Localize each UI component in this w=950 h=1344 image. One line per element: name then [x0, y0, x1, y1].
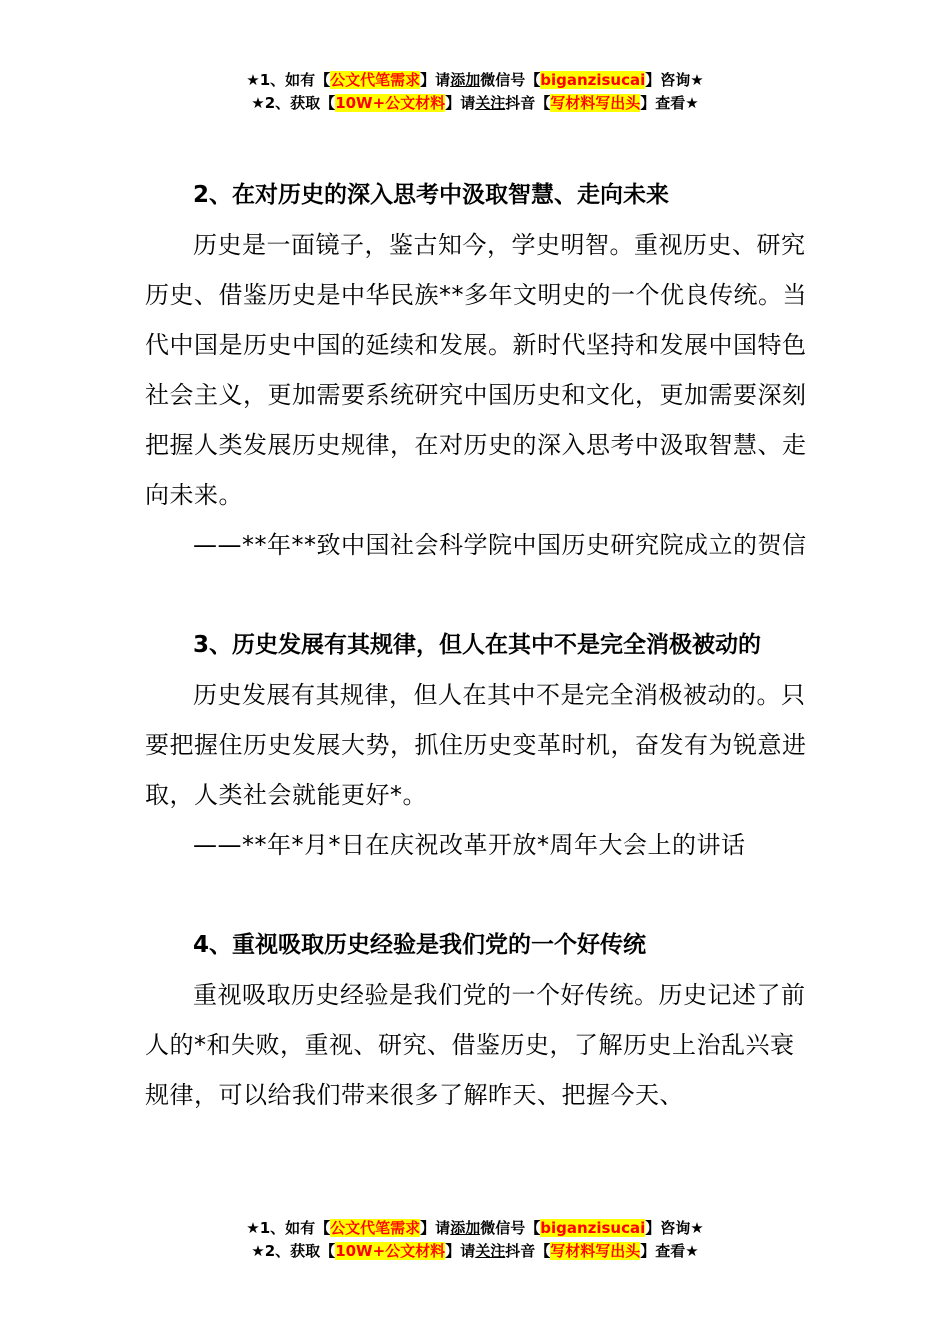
spacer — [145, 570, 810, 620]
section-source: ——**年**致中国社会科学院中国历史研究院成立的贺信 — [193, 531, 807, 559]
banner-underlined: 添加 — [450, 1219, 481, 1237]
banner-text: 】咨询★ — [645, 1219, 704, 1237]
footer-banner — [0, 1217, 950, 1263]
banner-line-1 — [0, 69, 950, 92]
banner-text: ★1、如有【 — [246, 1219, 331, 1237]
wechat-id: biganzisucai — [540, 1219, 646, 1237]
section-heading: 2、在对历史的深入思考中汲取智慧、走向未来 — [193, 182, 670, 208]
section-heading: 4、重视吸取历史经验是我们党的一个好传统 — [193, 932, 647, 958]
banner-underlined: 关注 — [475, 1242, 506, 1260]
section-source: ——**年*月*日在庆祝改革开放*周年大会上的讲话 — [193, 831, 746, 859]
banner-text: ★2、获取【 — [251, 1242, 336, 1260]
header-banner — [0, 69, 950, 115]
banner-text: 】请 — [445, 94, 476, 112]
banner-line-1 — [0, 1217, 950, 1240]
banner-text: 】请 — [445, 1242, 476, 1260]
document-body — [145, 170, 810, 1120]
section-body: 历史发展有其规律，但人在其中不是完全消极被动的。只要把握住历史发展大势，抓住历史变革时机，奋发有为锐意进取，人类社会就能更好*。 — [145, 681, 807, 809]
section-body: 历史是一面镜子，鉴古知今，学史明智。重视历史、研究历史、借鉴历史是中华民族**多年文明史的一个优良传统。当代中国是历史中国的延续和发展。新时代坚持和发展中国特色社会主义，更加需要系统研究中国历史和文化，更加需要深刻把握人类发展历史规律，在对历史的深入思考中汲取智慧、走向未来。 — [145, 231, 807, 509]
banner-text: 】查看★ — [640, 94, 699, 112]
banner-line-2 — [0, 92, 950, 115]
banner-highlight: 公文代笔需求 — [330, 71, 421, 89]
banner-highlight: 10W+公文材料 — [335, 1242, 446, 1260]
banner-underlined: 添加 — [450, 71, 481, 89]
banner-text: 抖音【 — [505, 94, 551, 112]
wechat-id: biganzisucai — [540, 71, 646, 89]
banner-text: 】请 — [420, 1219, 451, 1237]
banner-highlight: 公文代笔需求 — [330, 1219, 421, 1237]
banner-text: 微信号【 — [480, 71, 541, 89]
banner-line-2 — [0, 1240, 950, 1263]
banner-text: 】请 — [420, 71, 451, 89]
banner-text: ★2、获取【 — [251, 94, 336, 112]
banner-text: 微信号【 — [480, 1219, 541, 1237]
douyin-account: 写材料写出头 — [550, 1242, 641, 1260]
banner-text: 抖音【 — [505, 1242, 551, 1260]
banner-text: 】查看★ — [640, 1242, 699, 1260]
banner-underlined: 关注 — [475, 94, 506, 112]
section-body: 重视吸取历史经验是我们党的一个好传统。历史记述了前人的*和失败，重视、研究、借鉴历史，了解历史上治乱兴衰规律，可以给我们带来很多了解昨天、把握今天、 — [145, 981, 806, 1109]
spacer — [145, 870, 810, 920]
banner-text: 】咨询★ — [645, 71, 704, 89]
douyin-account: 写材料写出头 — [550, 94, 641, 112]
banner-highlight: 10W+公文材料 — [335, 94, 446, 112]
section-heading: 3、历史发展有其规律，但人在其中不是完全消极被动的 — [193, 632, 762, 658]
banner-text: ★1、如有【 — [246, 71, 331, 89]
